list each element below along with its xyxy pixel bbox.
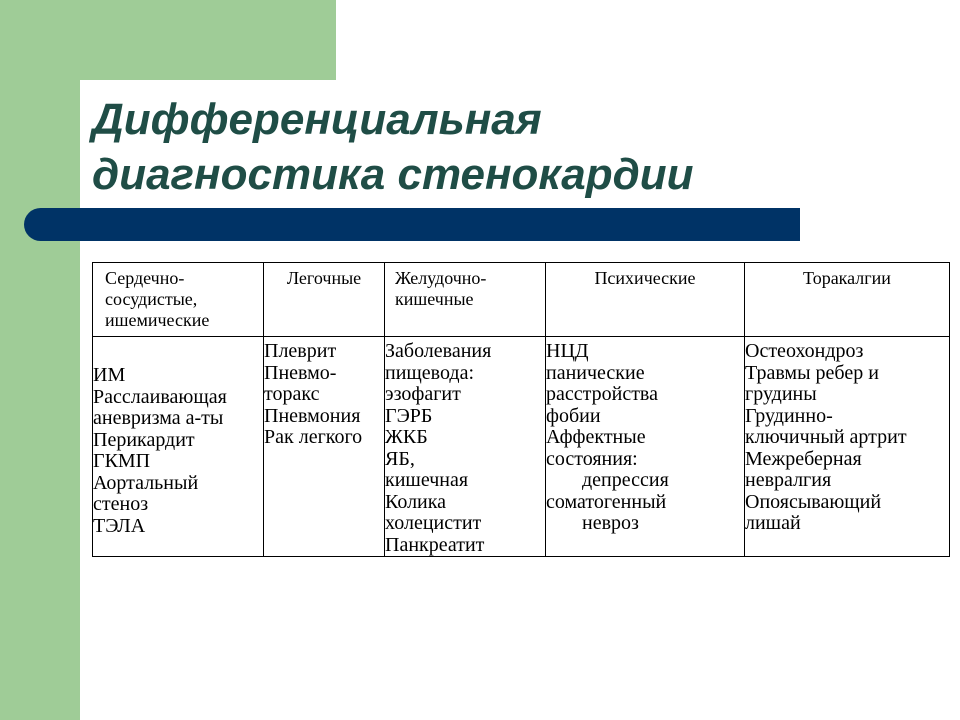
- list-item: Аффектные: [546, 426, 646, 448]
- differential-diagnosis-table: [92, 262, 950, 557]
- cell-thoracalgia: [745, 337, 950, 557]
- header-pulmonary: [264, 263, 385, 337]
- list-item: Остеохондроз: [745, 340, 864, 362]
- list-item: Панкреатит: [385, 533, 485, 556]
- list-item: невроз: [582, 512, 639, 534]
- header-text: Психические: [594, 268, 696, 288]
- list-item: ЯБ,: [385, 447, 415, 470]
- cell-cardiovascular: [93, 337, 264, 557]
- list-item: панические: [546, 361, 645, 384]
- list-item: фобии: [546, 404, 601, 427]
- header-thoracalgia: [745, 263, 950, 337]
- list-item: состояния:: [546, 447, 638, 470]
- list-item: Заболевания: [385, 340, 492, 362]
- list-item: Опоясывающий: [745, 490, 882, 513]
- slide-title: [92, 92, 932, 202]
- green-top-band: [80, 0, 336, 80]
- list-item: ключичный артрит: [745, 426, 907, 448]
- list-item: кишечная: [385, 469, 469, 491]
- cell-psychiatric: [546, 337, 745, 557]
- list-item: аневризма а-ты: [93, 407, 224, 429]
- list-item: ИМ: [93, 364, 126, 386]
- header-text: Легочные: [286, 268, 362, 288]
- list-item: невралгия: [745, 469, 832, 491]
- list-item: ТЭЛА: [93, 514, 146, 537]
- list-item: Межреберная: [745, 447, 862, 470]
- list-item: НЦД: [546, 340, 589, 362]
- list-item: Колика: [385, 490, 447, 513]
- header-cardiovascular: [93, 263, 264, 337]
- list-item: Аортальный: [93, 471, 199, 494]
- list-item: Травмы ребер и: [745, 361, 879, 384]
- list-item: стеноз: [93, 493, 149, 515]
- cell-pulmonary: [264, 337, 385, 557]
- title-line-2: диагностика стенокардии: [92, 150, 694, 199]
- list-item: пищевода:: [385, 361, 475, 384]
- list-item: соматогенный: [546, 490, 667, 513]
- title-line-1: Дифференциальная: [92, 95, 542, 144]
- list-item: Перикардит: [93, 428, 195, 451]
- header-text: Сердечно-: [105, 268, 185, 288]
- list-item: лишай: [745, 512, 801, 534]
- list-item: ГКМП: [93, 450, 151, 472]
- list-item: Расслаивающая: [93, 385, 227, 408]
- header-gastrointestinal: [385, 263, 546, 337]
- green-side-band: [0, 0, 80, 720]
- header-text: ишемические: [105, 310, 210, 330]
- list-item: эзофагит: [385, 383, 461, 405]
- header-text: Желудочно-: [395, 268, 487, 288]
- header-psychiatric: [546, 263, 745, 337]
- list-item: депрессия: [582, 469, 669, 491]
- header-text: кишечные: [395, 289, 474, 309]
- table-header-row: [93, 263, 950, 337]
- list-item: торакс: [264, 383, 320, 405]
- list-item: Пневмо-: [264, 361, 337, 384]
- table-body-row: [93, 337, 950, 557]
- list-item: Плеврит: [264, 340, 337, 362]
- title-underline-bar: [24, 208, 800, 241]
- list-item: расстройства: [546, 383, 658, 405]
- cell-gastrointestinal: [385, 337, 546, 557]
- list-item: холецистит: [385, 512, 482, 534]
- header-text: сосудистые,: [105, 289, 198, 309]
- header-text: Торакалгии: [803, 268, 891, 288]
- list-item: ГЭРБ: [385, 404, 433, 427]
- list-item: грудины: [745, 383, 817, 405]
- list-item: Грудинно-: [745, 404, 833, 427]
- list-item: ЖКБ: [385, 426, 428, 448]
- list-item: Пневмония: [264, 404, 361, 427]
- list-item: Рак легкого: [264, 426, 363, 448]
